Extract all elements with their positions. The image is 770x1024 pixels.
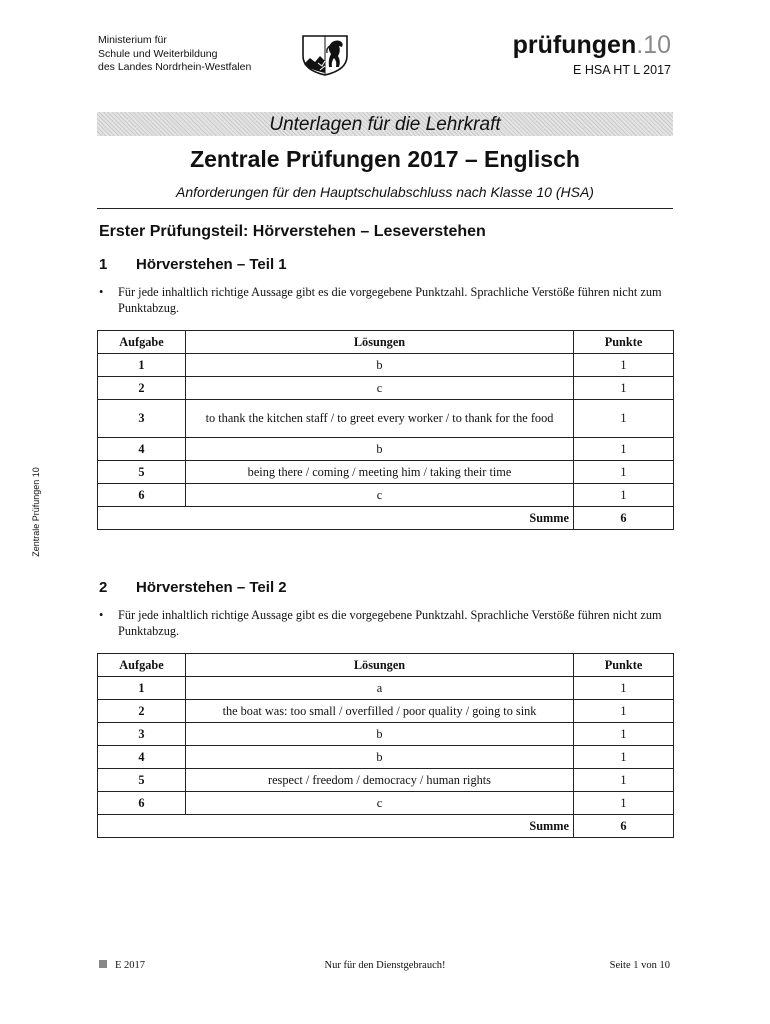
table-header-row <box>98 654 674 677</box>
part-title: Erster Prüfungsteil: Hörverstehen – Leseverstehen <box>99 223 486 240</box>
points-cell: 1 <box>574 354 674 377</box>
points-cell: 1 <box>574 461 674 484</box>
table-row <box>98 792 674 815</box>
table-header-row <box>98 331 674 354</box>
table-row <box>98 746 674 769</box>
task-cell: 4 <box>98 746 186 769</box>
header-task: Aufgabe <box>98 654 186 677</box>
sum-label: Summe <box>98 507 574 530</box>
section-title: Hörverstehen – Teil 2 <box>136 579 287 596</box>
points-cell: 1 <box>574 723 674 746</box>
scoring-note <box>99 607 673 639</box>
sum-value: 6 <box>574 507 674 530</box>
solution-cell: b <box>186 438 574 461</box>
ministry-line: Ministerium für <box>98 34 167 46</box>
sidebar-label: Zentrale Prüfungen 10 <box>31 467 41 557</box>
points-cell: 1 <box>574 438 674 461</box>
title-divider <box>97 208 673 209</box>
points-cell: 1 <box>574 746 674 769</box>
header-points: Punkte <box>574 654 674 677</box>
task-cell: 2 <box>98 377 186 400</box>
table-row <box>98 484 674 507</box>
header-points: Punkte <box>574 331 674 354</box>
scoring-note-text: Für jede inhaltlich richtige Aussage gibt es die vorgegebene Punktzahl. Sprachliche Verstöße führen nicht zum Punktabzug. <box>118 608 662 638</box>
brand-logo <box>513 30 671 60</box>
ministry-name <box>98 34 251 75</box>
task-cell: 5 <box>98 769 186 792</box>
sum-row <box>98 815 674 838</box>
sum-row <box>98 507 674 530</box>
footer-edition: E 2017 <box>115 960 146 971</box>
solution-cell: b <box>186 723 574 746</box>
footer-center: Nur für den Dienstgebrauch! <box>324 960 446 971</box>
table-row <box>98 461 674 484</box>
solutions-table <box>97 653 674 838</box>
scoring-note-text: Für jede inhaltlich richtige Aussage gibt es die vorgegebene Punktzahl. Sprachliche Verstöße führen nicht zum Punktabzug. <box>118 285 662 315</box>
table-row <box>98 700 674 723</box>
solutions-table <box>97 330 674 530</box>
solution-cell: b <box>186 746 574 769</box>
nrw-crest-icon <box>300 34 350 76</box>
solution-cell: c <box>186 484 574 507</box>
task-cell: 4 <box>98 438 186 461</box>
section-title: Hörverstehen – Teil 1 <box>136 256 287 273</box>
solution-cell: to thank the kitchen staff / to greet every worker / to thank for the food <box>186 400 574 438</box>
task-cell: 1 <box>98 677 186 700</box>
brand-main: prüfungen <box>512 31 637 59</box>
footer-page-number: Seite 1 von 10 <box>609 960 670 971</box>
header-solutions: Lösungen <box>186 331 574 354</box>
task-cell: 6 <box>98 792 186 815</box>
solution-cell: the boat was: too small / overfilled / poor quality / going to sink <box>186 700 574 723</box>
sum-value: 6 <box>574 815 674 838</box>
solution-cell: b <box>186 354 574 377</box>
banner-teacher-materials: Unterlagen für die Lehrkraft <box>97 112 673 136</box>
table-row <box>98 377 674 400</box>
task-cell: 3 <box>98 400 186 438</box>
table-row <box>98 400 674 438</box>
table-row <box>98 723 674 746</box>
task-cell: 6 <box>98 484 186 507</box>
solution-cell: respect / freedom / democracy / human rights <box>186 769 574 792</box>
points-cell: 1 <box>574 400 674 438</box>
solution-cell: being there / coming / meeting him / taking their time <box>186 461 574 484</box>
points-cell: 1 <box>574 484 674 507</box>
section-number: 1 <box>99 256 108 273</box>
section-number: 2 <box>99 579 108 596</box>
document-code: E HSA HT L 2017 <box>573 63 671 77</box>
page-title: Zentrale Prüfungen 2017 – Englisch <box>190 146 580 172</box>
task-cell: 2 <box>98 700 186 723</box>
header-task: Aufgabe <box>98 331 186 354</box>
table-row <box>98 769 674 792</box>
square-icon <box>99 960 107 968</box>
ministry-line: Schule und Weiterbildung <box>98 47 218 60</box>
task-cell: 3 <box>98 723 186 746</box>
table-row <box>98 677 674 700</box>
points-cell: 1 <box>574 677 674 700</box>
points-cell: 1 <box>574 769 674 792</box>
bullet-icon: • <box>99 608 104 622</box>
sum-label: Summe <box>98 815 574 838</box>
scoring-note <box>99 284 673 316</box>
bullet-icon: • <box>99 285 104 299</box>
table-row <box>98 438 674 461</box>
header-solutions: Lösungen <box>186 654 574 677</box>
ministry-line: des Landes Nordrhein-Westfalen <box>98 61 252 73</box>
points-cell: 1 <box>574 792 674 815</box>
solution-cell: c <box>186 377 574 400</box>
points-cell: 1 <box>574 377 674 400</box>
page-subtitle: Anforderungen für den Hauptschulabschluss nach Klasse 10 (HSA) <box>176 184 594 200</box>
solution-cell: a <box>186 677 574 700</box>
footer-left <box>99 960 145 971</box>
task-cell: 5 <box>98 461 186 484</box>
solution-cell: c <box>186 792 574 815</box>
table-row <box>98 354 674 377</box>
task-cell: 1 <box>98 354 186 377</box>
brand-accent: .10 <box>636 31 671 59</box>
points-cell: 1 <box>574 700 674 723</box>
